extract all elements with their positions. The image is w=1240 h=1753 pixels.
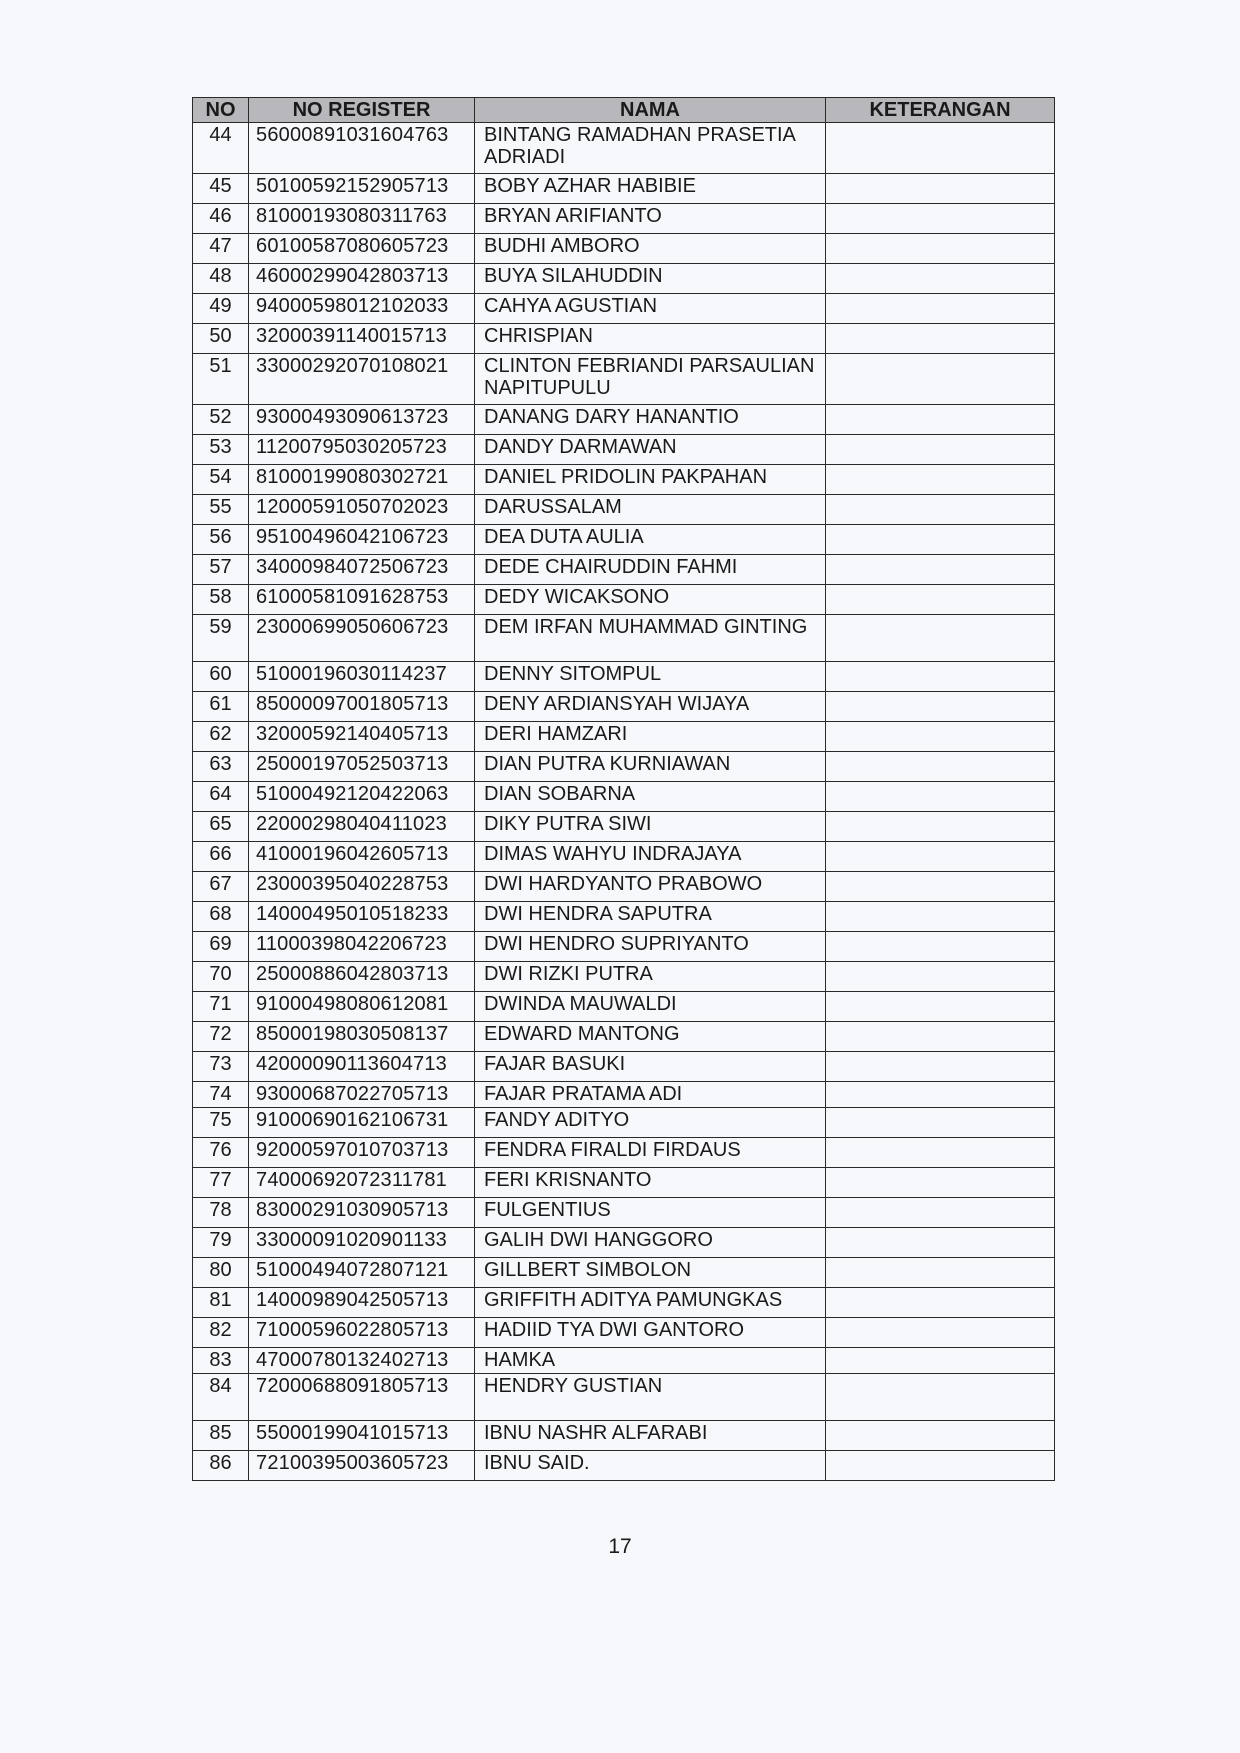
cell-remarks [826,435,1055,465]
cell-name: BINTANG RAMADHAN PRASETIA ADRIADI [475,123,826,174]
cell-no: 59 [193,615,249,662]
cell-no: 66 [193,842,249,872]
cell-remarks [826,962,1055,992]
cell-no: 67 [193,872,249,902]
cell-name: CLINTON FEBRIANDI PARSAULIAN NAPITUPULU [475,354,826,405]
cell-name: CAHYA AGUSTIAN [475,294,826,324]
cell-remarks [826,1052,1055,1082]
table-row [193,662,1055,692]
cell-remarks [826,1288,1055,1318]
cell-register: 41000196042605713 [249,842,475,872]
cell-name: DWI RIZKI PUTRA [475,962,826,992]
cell-remarks [826,1318,1055,1348]
cell-register: 25000886042803713 [249,962,475,992]
cell-no: 65 [193,812,249,842]
cell-register: 32000592140405713 [249,722,475,752]
cell-register: 42000090113604713 [249,1052,475,1082]
table-row [193,354,1055,405]
cell-no: 85 [193,1421,249,1451]
cell-no: 76 [193,1138,249,1168]
cell-register: 94000598012102033 [249,294,475,324]
table-row [193,264,1055,294]
header-register: NO REGISTER [249,98,475,123]
table-row [193,123,1055,174]
cell-name: BOBY AZHAR HABIBIE [475,174,826,204]
cell-remarks [826,354,1055,405]
cell-remarks [826,1168,1055,1198]
cell-name: IBNU SAID. [475,1451,826,1481]
cell-remarks [826,722,1055,752]
cell-no: 69 [193,932,249,962]
cell-no: 64 [193,782,249,812]
cell-register: 56000891031604763 [249,123,475,174]
register-table [192,97,1055,1481]
header-remarks: KETERANGAN [826,98,1055,123]
table-row [193,324,1055,354]
cell-remarks [826,1228,1055,1258]
table-row [193,585,1055,615]
cell-no: 72 [193,1022,249,1052]
cell-no: 70 [193,962,249,992]
cell-remarks [826,123,1055,174]
table-header [193,98,1055,123]
table-row [193,1318,1055,1348]
cell-no: 46 [193,204,249,234]
cell-name: DEDY WICAKSONO [475,585,826,615]
table-row [193,962,1055,992]
cell-name: HAMKA [475,1348,826,1374]
cell-register: 47000780132402713 [249,1348,475,1374]
cell-no: 62 [193,722,249,752]
cell-name: DIAN PUTRA KURNIAWAN [475,752,826,782]
table-row [193,294,1055,324]
cell-name: FERI KRISNANTO [475,1168,826,1198]
table-row [193,234,1055,264]
table-row [193,174,1055,204]
cell-register: 61000581091628753 [249,585,475,615]
cell-register: 93000687022705713 [249,1082,475,1108]
cell-remarks [826,782,1055,812]
cell-name: DWI HENDRA SAPUTRA [475,902,826,932]
cell-no: 82 [193,1318,249,1348]
cell-register: 32000391140015713 [249,324,475,354]
cell-name: DWI HENDRO SUPRIYANTO [475,932,826,962]
cell-register: 22000298040411023 [249,812,475,842]
cell-no: 44 [193,123,249,174]
cell-name: DERI HAMZARI [475,722,826,752]
table-row [193,932,1055,962]
cell-register: 25000197052503713 [249,752,475,782]
cell-register: 23000699050606723 [249,615,475,662]
cell-no: 83 [193,1348,249,1374]
cell-name: DEM IRFAN MUHAMMAD GINTING [475,615,826,662]
cell-name: GALIH DWI HANGGORO [475,1228,826,1258]
cell-remarks [826,1108,1055,1138]
table-row [193,1022,1055,1052]
table-row [193,842,1055,872]
cell-name: FENDRA FIRALDI FIRDAUS [475,1138,826,1168]
table-row [193,872,1055,902]
cell-remarks [826,1198,1055,1228]
cell-remarks [826,1421,1055,1451]
table-row [193,555,1055,585]
cell-name: BUYA SILAHUDDIN [475,264,826,294]
cell-name: DENY ARDIANSYAH WIJAYA [475,692,826,722]
header-row [193,98,1055,123]
cell-register: 91000498080612081 [249,992,475,1022]
cell-no: 48 [193,264,249,294]
table-row [193,902,1055,932]
cell-register: 12000591050702023 [249,495,475,525]
cell-remarks [826,324,1055,354]
cell-name: DANIEL PRIDOLIN PAKPAHAN [475,465,826,495]
cell-remarks [826,1022,1055,1052]
cell-register: 83000291030905713 [249,1198,475,1228]
table-row [193,1288,1055,1318]
cell-name: CHRISPIAN [475,324,826,354]
cell-name: DEDE CHAIRUDDIN FAHMI [475,555,826,585]
cell-register: 93000493090613723 [249,405,475,435]
cell-name: DARUSSALAM [475,495,826,525]
table-row [193,495,1055,525]
cell-name: FAJAR BASUKI [475,1052,826,1082]
table-row [193,1228,1055,1258]
cell-register: 72100395003605723 [249,1451,475,1481]
cell-remarks [826,662,1055,692]
cell-register: 51000494072807121 [249,1258,475,1288]
cell-name: FANDY ADITYO [475,1108,826,1138]
cell-name: DIAN SOBARNA [475,782,826,812]
table-row [193,1421,1055,1451]
cell-register: 71000596022805713 [249,1318,475,1348]
table-row [193,525,1055,555]
cell-name: EDWARD MANTONG [475,1022,826,1052]
cell-remarks [826,525,1055,555]
cell-register: 14000495010518233 [249,902,475,932]
cell-register: 34000984072506723 [249,555,475,585]
cell-no: 78 [193,1198,249,1228]
cell-no: 50 [193,324,249,354]
cell-register: 72000688091805713 [249,1374,475,1421]
cell-name: BRYAN ARIFIANTO [475,204,826,234]
table-row [193,692,1055,722]
cell-register: 85000198030508137 [249,1022,475,1052]
table-row [193,405,1055,435]
cell-no: 53 [193,435,249,465]
table-row [193,435,1055,465]
page-number: 17 [608,1535,632,1558]
table-row [193,1052,1055,1082]
cell-name: DANDY DARMAWAN [475,435,826,465]
cell-register: 14000989042505713 [249,1288,475,1318]
cell-register: 33000091020901133 [249,1228,475,1258]
cell-name: DENNY SITOMPUL [475,662,826,692]
cell-remarks [826,294,1055,324]
cell-remarks [826,692,1055,722]
cell-no: 56 [193,525,249,555]
cell-remarks [826,842,1055,872]
cell-remarks [826,495,1055,525]
cell-remarks [826,872,1055,902]
cell-name: HADIID TYA DWI GANTORO [475,1318,826,1348]
header-no: NO [193,98,249,123]
header-name: NAMA [475,98,826,123]
cell-no: 73 [193,1052,249,1082]
cell-no: 51 [193,354,249,405]
cell-remarks [826,812,1055,842]
cell-no: 71 [193,992,249,1022]
table-row [193,1258,1055,1288]
cell-no: 86 [193,1451,249,1481]
cell-register: 91000690162106731 [249,1108,475,1138]
cell-remarks [826,1374,1055,1421]
cell-name: DIKY PUTRA SIWI [475,812,826,842]
cell-register: 60100587080605723 [249,234,475,264]
table-row [193,752,1055,782]
table-row [193,1198,1055,1228]
cell-register: 81000193080311763 [249,204,475,234]
cell-no: 45 [193,174,249,204]
cell-remarks [826,204,1055,234]
cell-register: 51000196030114237 [249,662,475,692]
cell-register: 85000097001805713 [249,692,475,722]
cell-no: 54 [193,465,249,495]
cell-register: 55000199041015713 [249,1421,475,1451]
cell-register: 46000299042803713 [249,264,475,294]
cell-name: HENDRY GUSTIAN [475,1374,826,1421]
table-row [193,1108,1055,1138]
cell-remarks [826,1451,1055,1481]
table-row [193,465,1055,495]
cell-remarks [826,992,1055,1022]
cell-remarks [826,264,1055,294]
cell-register: 74000692072311781 [249,1168,475,1198]
cell-no: 77 [193,1168,249,1198]
cell-remarks [826,1258,1055,1288]
cell-name: DIMAS WAHYU INDRAJAYA [475,842,826,872]
cell-no: 74 [193,1082,249,1108]
table-row [193,1451,1055,1481]
cell-no: 79 [193,1228,249,1258]
table-row [193,615,1055,662]
cell-remarks [826,752,1055,782]
cell-remarks [826,234,1055,264]
cell-no: 60 [193,662,249,692]
cell-no: 58 [193,585,249,615]
cell-register: 23000395040228753 [249,872,475,902]
cell-register: 11000398042206723 [249,932,475,962]
table-row [193,722,1055,752]
cell-name: GILLBERT SIMBOLON [475,1258,826,1288]
cell-name: GRIFFITH ADITYA PAMUNGKAS [475,1288,826,1318]
cell-register: 81000199080302721 [249,465,475,495]
table-row [193,1168,1055,1198]
cell-register: 11200795030205723 [249,435,475,465]
cell-no: 55 [193,495,249,525]
cell-remarks [826,615,1055,662]
table-row [193,1348,1055,1374]
cell-remarks [826,902,1055,932]
cell-remarks [826,405,1055,435]
table-row [193,1138,1055,1168]
cell-no: 61 [193,692,249,722]
cell-no: 57 [193,555,249,585]
cell-register: 33000292070108021 [249,354,475,405]
cell-remarks [826,585,1055,615]
table-body [193,123,1055,1481]
cell-name: BUDHI AMBORO [475,234,826,264]
cell-no: 75 [193,1108,249,1138]
cell-no: 47 [193,234,249,264]
cell-remarks [826,465,1055,495]
cell-name: DANANG DARY HANANTIO [475,405,826,435]
cell-remarks [826,174,1055,204]
cell-register: 51000492120422063 [249,782,475,812]
cell-no: 81 [193,1288,249,1318]
cell-name: DWI HARDYANTO PRABOWO [475,872,826,902]
table-row [193,1374,1055,1421]
cell-name: DEA DUTA AULIA [475,525,826,555]
cell-remarks [826,1348,1055,1374]
cell-name: IBNU NASHR ALFARABI [475,1421,826,1451]
cell-no: 63 [193,752,249,782]
cell-remarks [826,555,1055,585]
cell-no: 49 [193,294,249,324]
cell-register: 50100592152905713 [249,174,475,204]
cell-register: 95100496042106723 [249,525,475,555]
table-row [193,204,1055,234]
table-row [193,1082,1055,1108]
cell-no: 52 [193,405,249,435]
cell-remarks [826,1082,1055,1108]
table-row [193,992,1055,1022]
cell-name: FULGENTIUS [475,1198,826,1228]
table-row [193,812,1055,842]
cell-name: FAJAR PRATAMA ADI [475,1082,826,1108]
cell-no: 84 [193,1374,249,1421]
cell-remarks [826,1138,1055,1168]
cell-register: 92000597010703713 [249,1138,475,1168]
table-row [193,782,1055,812]
cell-no: 80 [193,1258,249,1288]
cell-name: DWINDA MAUWALDI [475,992,826,1022]
cell-no: 68 [193,902,249,932]
cell-remarks [826,932,1055,962]
